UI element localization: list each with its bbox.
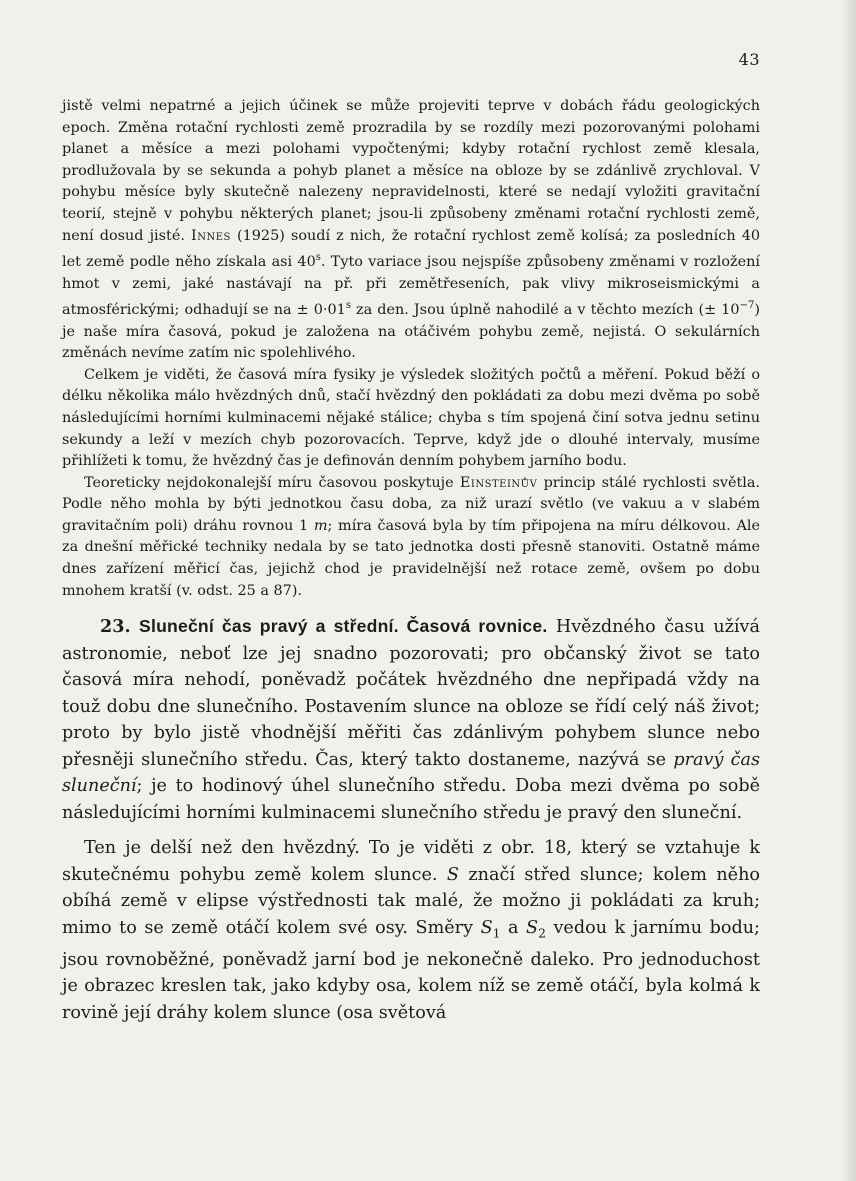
- paragraph-time-measure: Celkem je viděti, že časová míra fysiky je výsledek složitých počtů a měření. Pokud běží o délku několika málo hvězdných dnů, stačí hvězdný den pokládati za dobu mezi dvěma po sobě následujícími horními kulminacemi nějaké stálice; chyba s tím spojená činí sotva jednu setinu sekundy a leží v mezích chyb pozorovacích. Teprve, když jde o dlouhé intervaly, musíme přihlížeti k tomu, že hvězdný čas je definován denním pohybem jarního bodu.: [62, 366, 760, 470]
- text-span: princip stálé rychlosti světla. Podle něho mohla by býti jednotkou času doba, za niž urazí světlo (ve vakuu a v slabém gravitačním poli) dráhu rovnou 1: [62, 474, 761, 534]
- text-span: ; je to hodinový úhel slunečního středu. Doba mezi dvěma po sobě následujícími horními kulminacemi slunečního středu je pravý den sluneční.: [62, 776, 760, 823]
- text-span: vedou k jarnímu bodu; jsou rovnoběžné, poněvadž jarní bod je nekonečně daleko. Pro jednoduchost je obrazec kreslen tak, jako kdyby osa, kolem níž se země otáčí, byla kolmá k rovině její dráhy kolem slunce (osa světová: [62, 917, 760, 1023]
- symbol-S2: S: [526, 917, 539, 938]
- superscript: s: [315, 252, 321, 264]
- text-span: Ten je delší než den hvězdný. To je viděti z obr. 18, který se vztahuje k skutečnému pohybu země kolem slunce.: [62, 838, 760, 885]
- text-span: Teoreticky nejdokonalejší míru časovou poskytuje: [84, 474, 454, 491]
- text-span: jistě velmi nepatrné a jejich účinek se může projeviti teprve v dobách řádu geologických epoch. Změna rotační rychlosti země prozradila by se rozdíly mezi pozorovanými polohami planet a měsíce a mezi polohami vypočtenými; kdyby rotační rychlost země klesala, prodlužovala by se sekunda a pohyb planet a měsíce na obloze by se zdánlivě zrychloval. V pohybu měsíce byly skutečně nalezeny nepravidelnosti, které se nedají vyložiti gravitační teorií, stejně v pohybu některých planet; jsou-li způsobeny změnami rotační rychlosti země, není dosud jisté.: [62, 98, 760, 244]
- section-paragraph-1: [62, 613, 760, 826]
- defined-term: pravý čas sluneční: [62, 749, 760, 797]
- text-span: a: [500, 917, 527, 938]
- section-title: Sluneční čas pravý a střední. Časová rovnice.: [139, 616, 548, 637]
- small-print-block: [62, 96, 760, 602]
- superscript: −7: [739, 300, 755, 312]
- subscript: 2: [538, 926, 546, 941]
- text-span: Hvězdného času užívá astronomie, neboť lze jej snadno pozorovati; pro občanský život se tato časová míra nehodí, poněvadž počátek hvězdného dne nepřipadá vždy na touž dobu dne slunečního. Postavením slunce na obloze se řídí celý náš život; proto by bylo jistě vhodnější měřiti čas zdánlivým pohybem slunce nebo přesněji slunečního středu. Čas, který takto dostaneme, nazývá se: [62, 617, 760, 770]
- text-span: značí střed slunce; kolem něho obíhá země v elipse výstřednosti tak malé, že možno ji pokládati za kruh; mimo to se země otáčí kolem své osy. Směry: [62, 864, 760, 938]
- unit-symbol: m: [313, 517, 328, 534]
- subscript: 1: [492, 926, 501, 941]
- section-number: 23.: [100, 616, 131, 638]
- page-number: 43: [738, 50, 760, 69]
- author-name: Innes: [191, 227, 231, 244]
- superscript: s: [345, 300, 351, 312]
- page-body: [62, 96, 760, 1026]
- symbol-S1: S: [480, 917, 493, 938]
- text-span: ; míra časová byla by tím připojena na míru délkovou. Ale za dnešní měřické techniky nedala by se tato jednotka dosti přesně stanoviti. Ostatně máme dnes zařízení měřicí čas, jejichž chod je pravidelnější než rotace země, ovšem po dobu mnohem kratší (v. odst. 25 a 87).: [62, 517, 760, 599]
- page-spine-shadow: [842, 0, 856, 1181]
- paragraph-earth-rotation: [62, 96, 760, 365]
- paragraph-einstein: [62, 473, 760, 603]
- section-paragraph-2: [62, 835, 760, 1026]
- section-23: [62, 613, 760, 1026]
- text-span: za den. Jsou úplně nahodilé a v těchto mezích (± 10: [351, 301, 740, 318]
- text-span: (1925) soudí z nich, že rotační rychlost země kolísá; za posledních 40 let země podle něho získala asi 40: [62, 227, 761, 270]
- symbol-S: S: [446, 864, 459, 885]
- author-name: Einsteinův: [459, 474, 538, 491]
- text-span: ) je naše míra časová, pokud je založena na otáčivém pohybu země, nejistá. O sekulárních změnách nevíme zatím nic spolehlivého.: [62, 301, 760, 362]
- text-span: . Tyto variace jsou nejspíše způsobeny změnami v rozložení hmot v zemi, jaké nastávají na př. při zemětřeseních, pak vlivy mikroseismickými a atmosférickými; odhadují se na ± 0·01: [62, 253, 760, 318]
